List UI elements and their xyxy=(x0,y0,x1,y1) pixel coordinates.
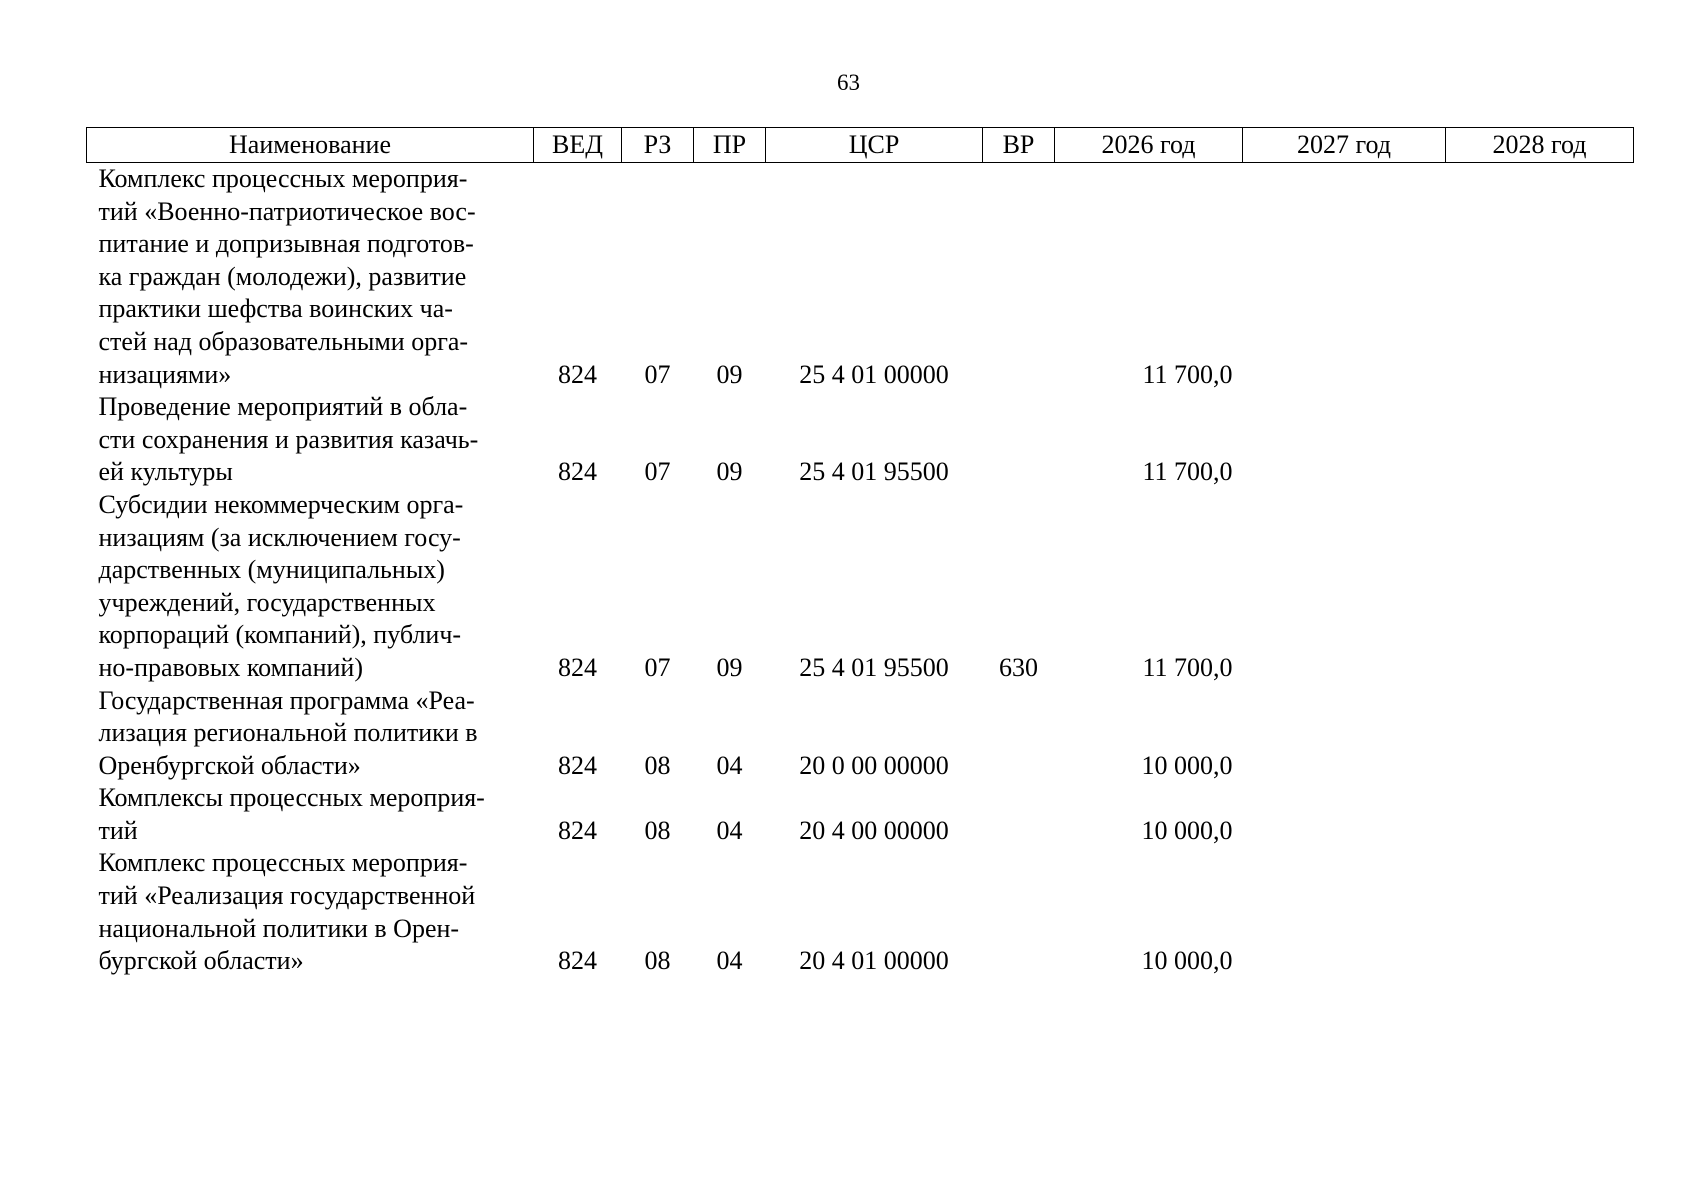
row-vr xyxy=(983,782,1055,847)
row-name xyxy=(87,685,534,783)
row-rz: 07 xyxy=(644,359,671,389)
row-2028 xyxy=(1446,782,1634,847)
row-2028 xyxy=(1446,489,1634,685)
header-2026: 2026 год xyxy=(1055,128,1243,163)
row-name xyxy=(87,391,534,489)
row-csr: 20 4 01 00000 xyxy=(799,946,949,976)
row-2027 xyxy=(1243,847,1446,977)
row-name-text: Государственная программа «Реа- лизация региональной политики в Оренбургской области» xyxy=(98,685,478,780)
row-vr xyxy=(983,391,1055,489)
row-2027 xyxy=(1243,391,1446,489)
row-ved: 824 xyxy=(558,652,597,682)
header-2027: 2027 год xyxy=(1243,128,1446,163)
budget-table xyxy=(86,127,1634,978)
row-csr: 20 4 00 00000 xyxy=(799,815,949,845)
row-2026: 10 000,0 xyxy=(1141,750,1233,780)
row-rz: 08 xyxy=(644,750,671,780)
row-2027 xyxy=(1243,489,1446,685)
page-number: 63 xyxy=(837,70,860,95)
header-rz: РЗ xyxy=(622,128,694,163)
row-2027 xyxy=(1243,685,1446,783)
row-name xyxy=(87,163,534,392)
table-row xyxy=(87,685,1634,783)
row-name-text: Комплекс процессных мероприя- тий «Военно-патриотическое вос- питание и допризывная подготов- ка граждан (молодежи), развитие практики шефства воинских ча- стей над образовательными орга- низациями» xyxy=(98,164,476,389)
header-name: Наименование xyxy=(87,128,534,163)
row-name-text: Комплекс процессных мероприя- тий «Реализация государственной национальной политики в Орен- бургской области» xyxy=(98,848,476,976)
row-rz: 08 xyxy=(644,946,671,976)
row-rz: 08 xyxy=(644,815,671,845)
row-2028 xyxy=(1446,391,1634,489)
table-row xyxy=(87,782,1634,847)
row-ved: 824 xyxy=(558,946,597,976)
row-vr xyxy=(983,163,1055,392)
row-2026: 11 700,0 xyxy=(1142,359,1233,389)
row-pr: 09 xyxy=(716,652,743,682)
row-name xyxy=(87,847,534,977)
row-name-text: Проведение мероприятий в обла- сти сохранения и развития казачь- ей культуры xyxy=(98,392,479,487)
row-2026: 11 700,0 xyxy=(1142,457,1233,487)
table-row xyxy=(87,391,1634,489)
header-2028: 2028 год xyxy=(1446,128,1634,163)
row-csr: 25 4 01 95500 xyxy=(799,652,949,682)
row-rz: 07 xyxy=(644,652,671,682)
row-name-text: Комплексы процессных мероприя- тий xyxy=(98,783,485,845)
row-name xyxy=(87,782,534,847)
row-name-text: Субсидии некоммерческим орга- низациям (за исключением госу- дарственных (муниципальных) учреждений, государственных корпораций (компаний), публич- но-правовых компаний) xyxy=(98,489,464,682)
row-2026: 10 000,0 xyxy=(1141,815,1233,845)
row-vr: 630 xyxy=(999,652,1038,682)
row-vr xyxy=(983,847,1055,977)
row-pr: 04 xyxy=(716,750,743,780)
row-2028 xyxy=(1446,163,1634,392)
row-2028 xyxy=(1446,685,1634,783)
row-name xyxy=(87,489,534,685)
row-csr: 25 4 01 00000 xyxy=(799,359,949,389)
row-pr: 04 xyxy=(716,815,743,845)
header-pr: ПР xyxy=(694,128,766,163)
table-row xyxy=(87,847,1634,977)
header-csr: ЦСР xyxy=(766,128,983,163)
row-ved: 824 xyxy=(558,359,597,389)
row-pr: 04 xyxy=(716,946,743,976)
row-2028 xyxy=(1446,847,1634,977)
row-2026: 10 000,0 xyxy=(1141,946,1233,976)
row-pr: 09 xyxy=(716,457,743,487)
header-ved: ВЕД xyxy=(534,128,622,163)
row-vr xyxy=(983,685,1055,783)
row-ved: 824 xyxy=(558,750,597,780)
row-rz: 07 xyxy=(644,457,671,487)
row-csr: 25 4 01 95500 xyxy=(799,457,949,487)
row-2027 xyxy=(1243,163,1446,392)
row-pr: 09 xyxy=(716,359,743,389)
row-2027 xyxy=(1243,782,1446,847)
table-row xyxy=(87,163,1634,392)
header-vr: ВР xyxy=(983,128,1055,163)
table-header-row xyxy=(87,128,1634,163)
row-ved: 824 xyxy=(558,815,597,845)
table-row xyxy=(87,489,1634,685)
row-2026: 11 700,0 xyxy=(1142,652,1233,682)
row-csr: 20 0 00 00000 xyxy=(799,750,949,780)
row-ved: 824 xyxy=(558,457,597,487)
